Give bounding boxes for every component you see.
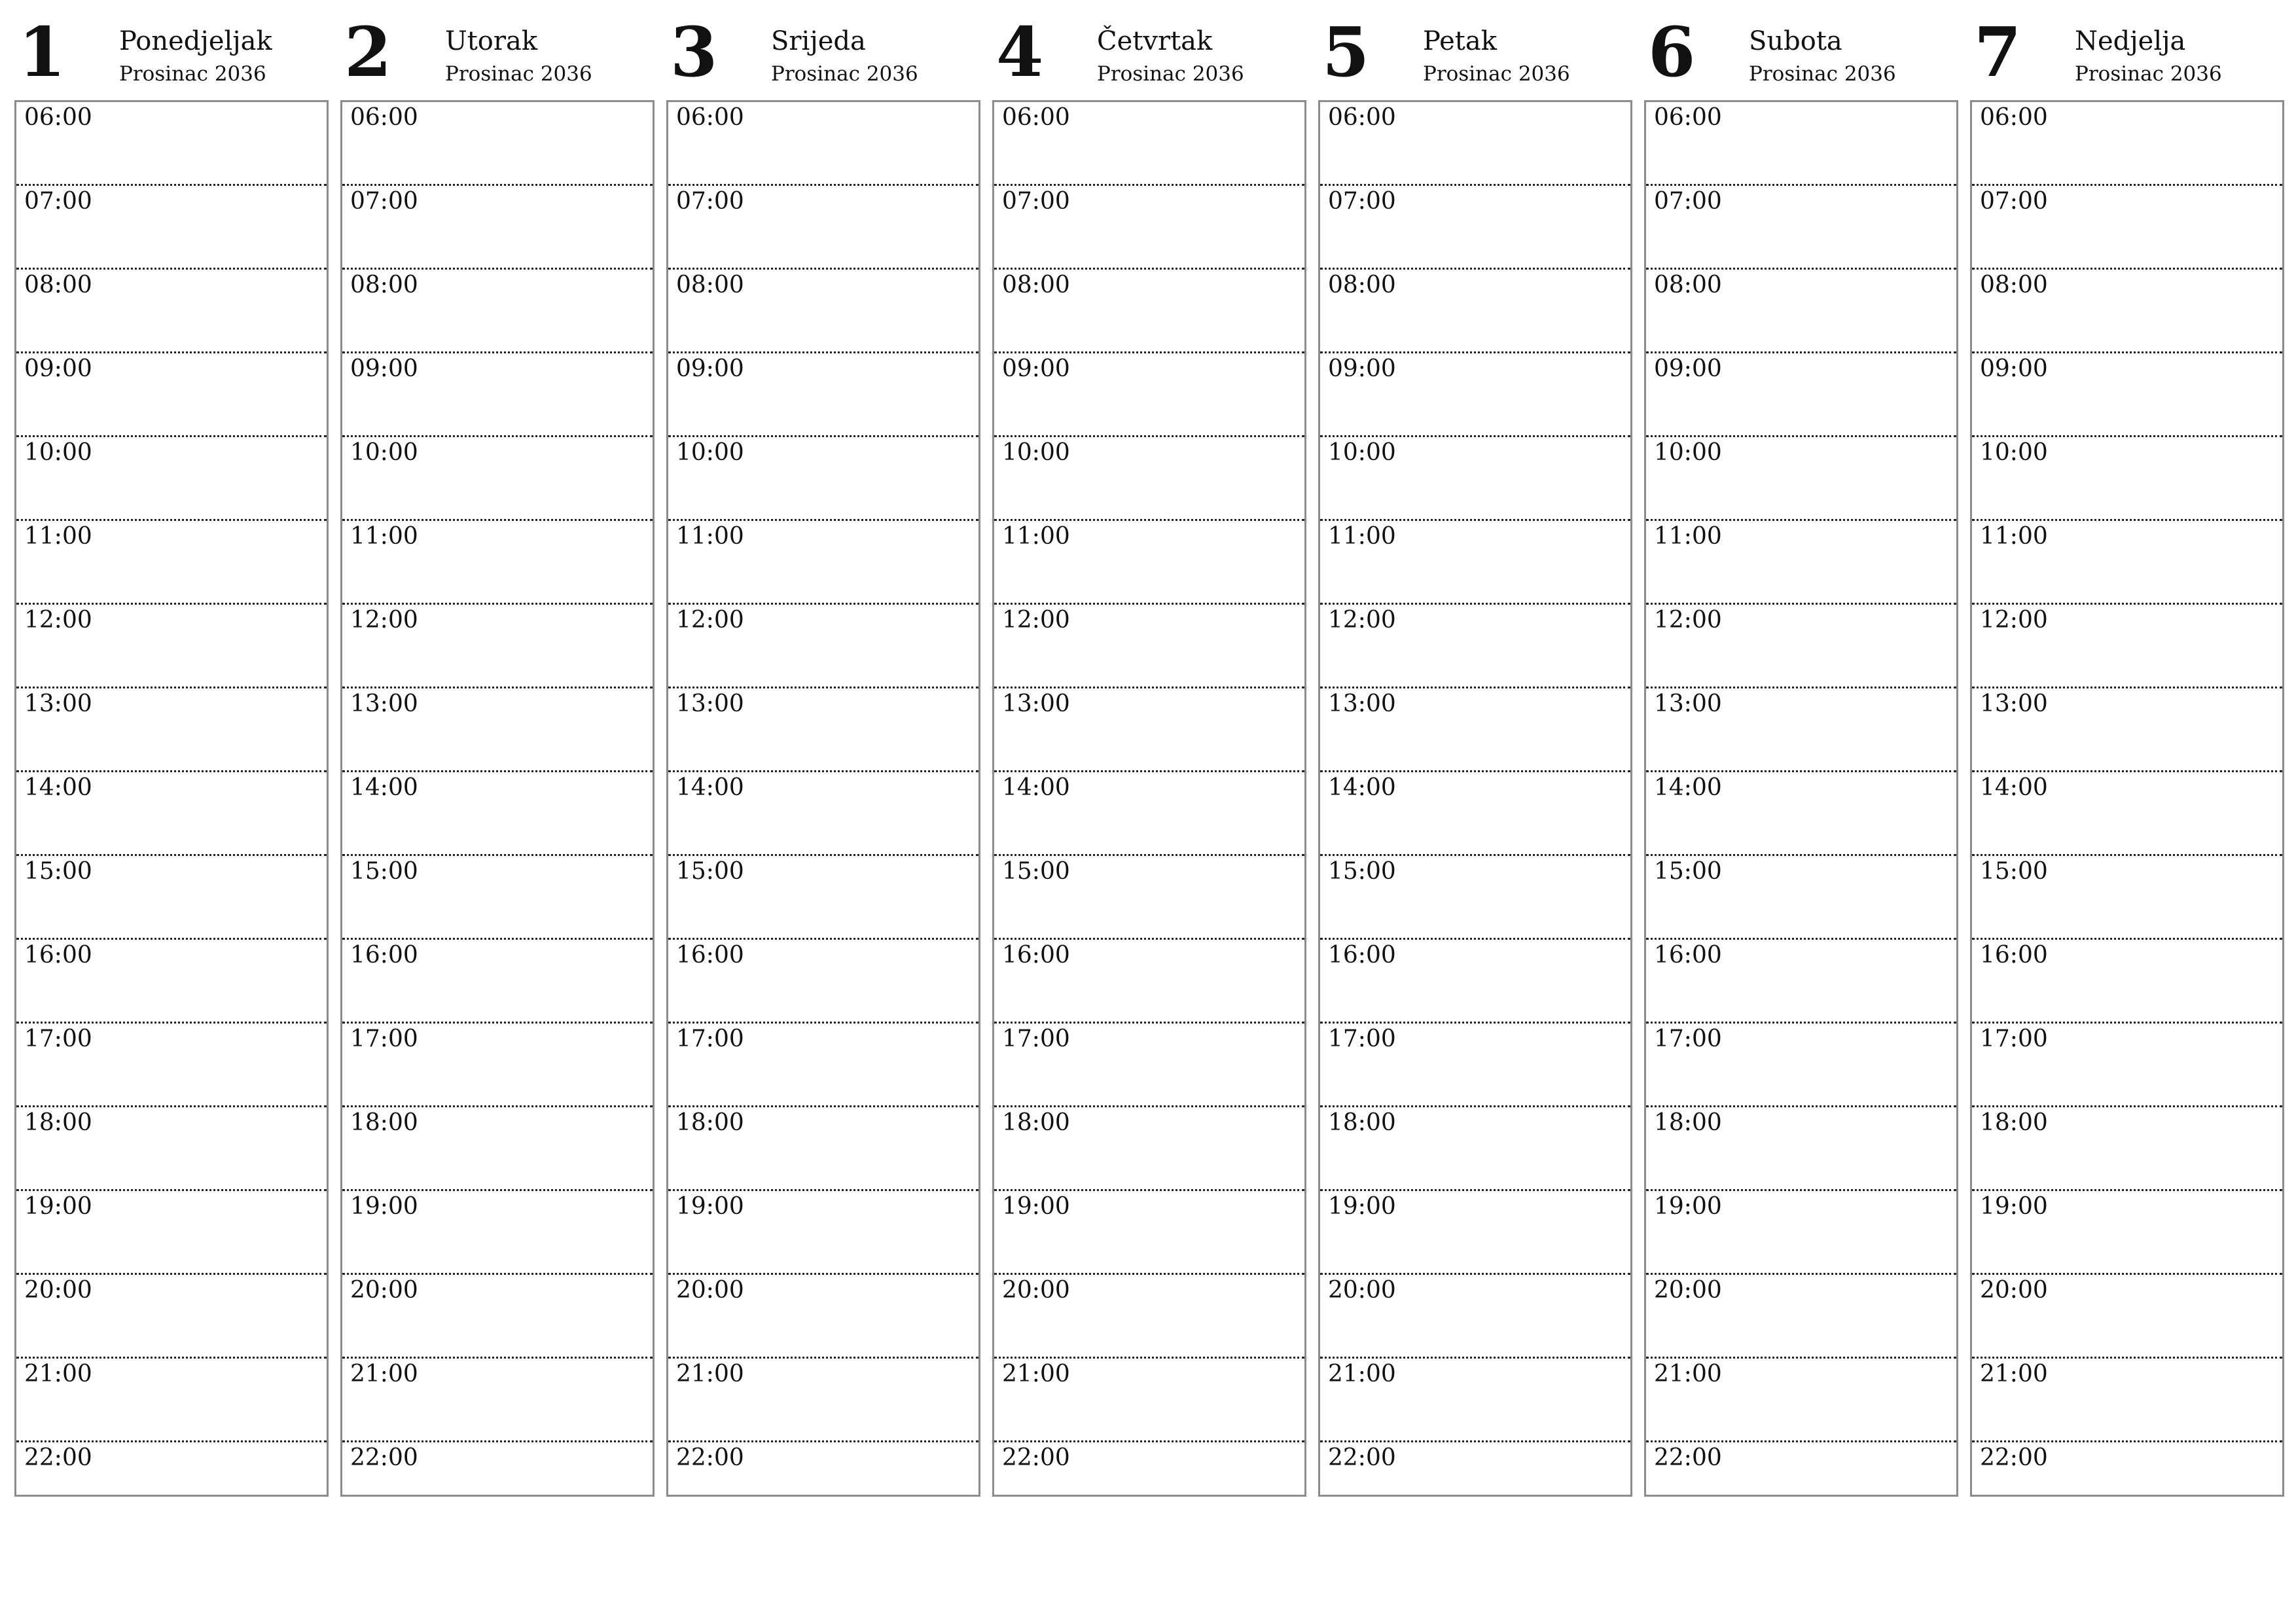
time-label: 16:00: [1980, 942, 2048, 969]
time-label: 11:00: [1002, 523, 1070, 550]
time-slot[interactable]: [668, 1191, 978, 1275]
time-label: 15:00: [24, 858, 92, 885]
time-label: 11:00: [350, 523, 418, 550]
time-slot[interactable]: [16, 605, 327, 688]
time-slot[interactable]: [668, 856, 978, 940]
time-slot[interactable]: [668, 1107, 978, 1191]
time-label: 15:00: [1980, 858, 2048, 885]
time-slot[interactable]: [1646, 353, 1956, 437]
time-slot[interactable]: [342, 1442, 653, 1524]
time-label: 22:00: [676, 1444, 744, 1471]
time-slots-box: [1970, 100, 2284, 1497]
time-slot[interactable]: [1972, 1359, 2282, 1442]
time-slot[interactable]: [342, 353, 653, 437]
day-header: [992, 0, 1306, 98]
time-label: 07:00: [1654, 188, 1722, 215]
time-slot[interactable]: [1972, 1024, 2282, 1107]
time-slot[interactable]: [1320, 270, 1630, 353]
time-slot[interactable]: [1320, 1359, 1630, 1442]
time-label: 12:00: [1002, 607, 1070, 633]
day-number: 5: [1322, 12, 1370, 92]
time-slot[interactable]: [1320, 353, 1630, 437]
time-label: 06:00: [1654, 104, 1722, 131]
time-label: 10:00: [1654, 439, 1722, 466]
time-slots-box: [340, 100, 655, 1497]
time-label: 22:00: [1654, 1444, 1722, 1471]
time-label: 20:00: [676, 1277, 744, 1304]
time-label: 10:00: [1328, 439, 1396, 466]
time-label: 13:00: [350, 690, 418, 717]
month-year: Prosinac 2036: [445, 62, 592, 86]
time-slot[interactable]: [668, 1442, 978, 1524]
time-label: 14:00: [1980, 774, 2048, 801]
time-label: 10:00: [24, 439, 92, 466]
time-slot[interactable]: [16, 1359, 327, 1442]
time-slot[interactable]: [994, 1107, 1304, 1191]
time-label: 09:00: [1328, 355, 1396, 382]
time-slot[interactable]: [1972, 521, 2282, 605]
time-slot[interactable]: [1972, 1275, 2282, 1359]
time-label: 07:00: [24, 188, 92, 215]
time-slot[interactable]: [16, 270, 327, 353]
time-label: 22:00: [1002, 1444, 1070, 1471]
time-label: 06:00: [676, 104, 744, 131]
time-slot[interactable]: [994, 186, 1304, 270]
time-slot[interactable]: [342, 1107, 653, 1191]
time-slot[interactable]: [16, 521, 327, 605]
day-number: 7: [1974, 12, 2022, 92]
day-column: [666, 0, 980, 1505]
time-slot[interactable]: [994, 772, 1304, 856]
time-label: 18:00: [1002, 1109, 1070, 1136]
day-name: Srijeda: [771, 26, 866, 56]
time-label: 18:00: [24, 1109, 92, 1136]
time-label: 16:00: [24, 942, 92, 969]
time-slot[interactable]: [1972, 1107, 2282, 1191]
time-slot[interactable]: [668, 437, 978, 521]
time-slot[interactable]: [1646, 186, 1956, 270]
time-label: 07:00: [1328, 188, 1396, 215]
day-column: [340, 0, 655, 1505]
time-label: 16:00: [1328, 942, 1396, 969]
time-label: 12:00: [676, 607, 744, 633]
time-label: 18:00: [1654, 1109, 1722, 1136]
time-slot[interactable]: [1320, 688, 1630, 772]
time-label: 06:00: [1980, 104, 2048, 131]
day-column: [992, 0, 1306, 1505]
time-label: 13:00: [1328, 690, 1396, 717]
time-label: 10:00: [676, 439, 744, 466]
time-label: 15:00: [1654, 858, 1722, 885]
day-header: [1970, 0, 2284, 98]
time-slot[interactable]: [668, 772, 978, 856]
time-label: 12:00: [1980, 607, 2048, 633]
time-slot[interactable]: [994, 605, 1304, 688]
day-column: [1970, 0, 2284, 1505]
time-slots-box: [1318, 100, 1632, 1497]
time-label: 17:00: [350, 1026, 418, 1052]
time-label: 18:00: [1328, 1109, 1396, 1136]
time-label: 19:00: [1980, 1193, 2048, 1220]
time-slot[interactable]: [342, 1275, 653, 1359]
time-slot[interactable]: [1320, 940, 1630, 1024]
time-slot[interactable]: [342, 1191, 653, 1275]
time-slot[interactable]: [994, 102, 1304, 186]
time-slot[interactable]: [1646, 1442, 1956, 1524]
time-label: 20:00: [350, 1277, 418, 1304]
time-slot[interactable]: [16, 856, 327, 940]
time-label: 09:00: [1980, 355, 2048, 382]
time-label: 17:00: [676, 1026, 744, 1052]
day-number: 3: [670, 12, 718, 92]
time-slot[interactable]: [668, 1024, 978, 1107]
time-slots-box: [1644, 100, 1958, 1497]
time-label: 10:00: [1002, 439, 1070, 466]
month-year: Prosinac 2036: [1097, 62, 1244, 86]
time-slot[interactable]: [994, 1191, 1304, 1275]
time-slot[interactable]: [1320, 605, 1630, 688]
time-slot[interactable]: [342, 605, 653, 688]
time-slot[interactable]: [1320, 1442, 1630, 1524]
time-slot[interactable]: [1646, 688, 1956, 772]
time-label: 14:00: [24, 774, 92, 801]
time-slot[interactable]: [1646, 940, 1956, 1024]
time-slot[interactable]: [16, 186, 327, 270]
time-slot[interactable]: [668, 270, 978, 353]
time-slot[interactable]: [1320, 521, 1630, 605]
time-slot[interactable]: [1646, 521, 1956, 605]
time-slot[interactable]: [1320, 1107, 1630, 1191]
day-number: 2: [344, 12, 392, 92]
time-slot[interactable]: [1972, 605, 2282, 688]
time-slot[interactable]: [16, 1191, 327, 1275]
time-slot[interactable]: [1320, 1191, 1630, 1275]
day-name: Ponedjeljak: [119, 26, 272, 56]
time-slot[interactable]: [16, 772, 327, 856]
time-slot[interactable]: [994, 437, 1304, 521]
time-slot[interactable]: [1646, 1024, 1956, 1107]
time-label: 08:00: [350, 272, 418, 298]
time-label: 07:00: [676, 188, 744, 215]
time-label: 08:00: [24, 272, 92, 298]
time-label: 14:00: [1328, 774, 1396, 801]
time-label: 18:00: [676, 1109, 744, 1136]
time-slot[interactable]: [1646, 1275, 1956, 1359]
time-label: 19:00: [1328, 1193, 1396, 1220]
time-slot[interactable]: [342, 270, 653, 353]
time-label: 15:00: [1002, 858, 1070, 885]
day-name: Utorak: [445, 26, 538, 56]
time-slot[interactable]: [1320, 1024, 1630, 1107]
day-number: 4: [996, 12, 1044, 92]
day-header: [340, 0, 655, 98]
time-slot[interactable]: [1972, 1442, 2282, 1524]
time-slot[interactable]: [1646, 1191, 1956, 1275]
time-slot[interactable]: [994, 856, 1304, 940]
time-label: 15:00: [1328, 858, 1396, 885]
time-label: 17:00: [24, 1026, 92, 1052]
time-slot[interactable]: [1646, 437, 1956, 521]
time-slot[interactable]: [668, 1359, 978, 1442]
time-label: 17:00: [1980, 1026, 2048, 1052]
time-slot[interactable]: [1646, 856, 1956, 940]
time-slot[interactable]: [994, 353, 1304, 437]
time-label: 19:00: [24, 1193, 92, 1220]
time-slot[interactable]: [1320, 1275, 1630, 1359]
time-slot[interactable]: [994, 1442, 1304, 1524]
time-slot[interactable]: [1646, 270, 1956, 353]
time-label: 20:00: [1002, 1277, 1070, 1304]
time-slot[interactable]: [1646, 605, 1956, 688]
time-label: 15:00: [350, 858, 418, 885]
time-slot[interactable]: [668, 521, 978, 605]
time-slot[interactable]: [1972, 186, 2282, 270]
time-label: 08:00: [676, 272, 744, 298]
time-label: 22:00: [1980, 1444, 2048, 1471]
time-label: 13:00: [1980, 690, 2048, 717]
time-slot[interactable]: [994, 270, 1304, 353]
time-label: 21:00: [1980, 1361, 2048, 1387]
time-label: 20:00: [1328, 1277, 1396, 1304]
time-label: 13:00: [676, 690, 744, 717]
time-slot[interactable]: [16, 102, 327, 186]
time-label: 08:00: [1002, 272, 1070, 298]
time-slot[interactable]: [1320, 102, 1630, 186]
time-label: 08:00: [1328, 272, 1396, 298]
time-label: 13:00: [1654, 690, 1722, 717]
time-slot[interactable]: [994, 521, 1304, 605]
time-slot[interactable]: [16, 688, 327, 772]
time-label: 17:00: [1328, 1026, 1396, 1052]
time-label: 16:00: [350, 942, 418, 969]
time-label: 16:00: [676, 942, 744, 969]
time-slot[interactable]: [16, 437, 327, 521]
time-label: 20:00: [24, 1277, 92, 1304]
time-label: 16:00: [1654, 942, 1722, 969]
day-name: Petak: [1423, 26, 1497, 56]
time-slot[interactable]: [342, 856, 653, 940]
time-slot[interactable]: [994, 1024, 1304, 1107]
time-slot[interactable]: [1646, 102, 1956, 186]
day-number: 1: [18, 12, 66, 92]
time-label: 14:00: [1002, 774, 1070, 801]
time-slot[interactable]: [342, 521, 653, 605]
day-column: [1644, 0, 1958, 1505]
time-slots-box: [992, 100, 1306, 1497]
time-label: 06:00: [350, 104, 418, 131]
time-slot[interactable]: [1320, 437, 1630, 521]
time-slots-box: [666, 100, 980, 1497]
time-label: 10:00: [350, 439, 418, 466]
time-label: 17:00: [1002, 1026, 1070, 1052]
time-label: 21:00: [1654, 1361, 1722, 1387]
time-label: 11:00: [24, 523, 92, 550]
time-slot[interactable]: [1972, 102, 2282, 186]
time-slot[interactable]: [16, 1107, 327, 1191]
time-slot[interactable]: [1646, 772, 1956, 856]
time-label: 21:00: [676, 1361, 744, 1387]
time-slot[interactable]: [342, 1359, 653, 1442]
time-slots-box: [14, 100, 329, 1497]
time-label: 12:00: [350, 607, 418, 633]
time-label: 22:00: [1328, 1444, 1396, 1471]
time-slot[interactable]: [16, 940, 327, 1024]
day-name: Subota: [1749, 26, 1842, 56]
time-slot[interactable]: [1646, 1107, 1956, 1191]
time-label: 11:00: [1654, 523, 1722, 550]
time-slot[interactable]: [1972, 772, 2282, 856]
time-slot[interactable]: [1646, 1359, 1956, 1442]
time-label: 13:00: [24, 690, 92, 717]
time-slot[interactable]: [1972, 688, 2282, 772]
time-slot[interactable]: [342, 102, 653, 186]
time-label: 09:00: [350, 355, 418, 382]
time-slot[interactable]: [342, 186, 653, 270]
time-label: 19:00: [1002, 1193, 1070, 1220]
time-slot[interactable]: [1972, 1191, 2282, 1275]
time-label: 08:00: [1980, 272, 2048, 298]
time-slot[interactable]: [1972, 353, 2282, 437]
time-label: 21:00: [24, 1361, 92, 1387]
day-number: 6: [1648, 12, 1696, 92]
time-label: 07:00: [350, 188, 418, 215]
time-slot[interactable]: [1972, 856, 2282, 940]
time-label: 08:00: [1654, 272, 1722, 298]
time-slot[interactable]: [16, 1024, 327, 1107]
time-label: 09:00: [676, 355, 744, 382]
time-label: 14:00: [1654, 774, 1722, 801]
time-slot[interactable]: [668, 688, 978, 772]
time-label: 14:00: [676, 774, 744, 801]
time-slot[interactable]: [668, 102, 978, 186]
time-label: 16:00: [1002, 942, 1070, 969]
time-label: 06:00: [1328, 104, 1396, 131]
time-slot[interactable]: [1320, 772, 1630, 856]
time-slot[interactable]: [342, 772, 653, 856]
time-label: 12:00: [1654, 607, 1722, 633]
time-slot[interactable]: [668, 1275, 978, 1359]
time-slot[interactable]: [1320, 186, 1630, 270]
time-label: 19:00: [1654, 1193, 1722, 1220]
time-slot[interactable]: [1972, 940, 2282, 1024]
day-column: [14, 0, 329, 1505]
time-slot[interactable]: [994, 940, 1304, 1024]
time-slot[interactable]: [16, 353, 327, 437]
time-label: 20:00: [1980, 1277, 2048, 1304]
time-slot[interactable]: [342, 1024, 653, 1107]
time-label: 06:00: [1002, 104, 1070, 131]
month-year: Prosinac 2036: [119, 62, 266, 86]
time-label: 12:00: [1328, 607, 1396, 633]
month-year: Prosinac 2036: [2075, 62, 2222, 86]
time-label: 19:00: [676, 1193, 744, 1220]
time-label: 07:00: [1002, 188, 1070, 215]
time-label: 13:00: [1002, 690, 1070, 717]
time-label: 06:00: [24, 104, 92, 131]
time-slot[interactable]: [16, 1275, 327, 1359]
time-slot[interactable]: [668, 605, 978, 688]
day-header: [14, 0, 329, 98]
time-label: 12:00: [24, 607, 92, 633]
time-label: 21:00: [1328, 1361, 1396, 1387]
time-slot[interactable]: [1972, 437, 2282, 521]
time-slot[interactable]: [342, 940, 653, 1024]
time-label: 17:00: [1654, 1026, 1722, 1052]
time-label: 11:00: [1980, 523, 2048, 550]
time-label: 10:00: [1980, 439, 2048, 466]
time-label: 09:00: [24, 355, 92, 382]
day-column: [1318, 0, 1632, 1505]
day-name: Nedjelja: [2075, 26, 2186, 56]
time-slot[interactable]: [668, 940, 978, 1024]
time-label: 15:00: [676, 858, 744, 885]
time-slot[interactable]: [1320, 856, 1630, 940]
month-year: Prosinac 2036: [1423, 62, 1570, 86]
day-header: [666, 0, 980, 98]
time-slot[interactable]: [342, 688, 653, 772]
time-slot[interactable]: [16, 1442, 327, 1524]
day-header: [1318, 0, 1632, 98]
time-label: 11:00: [1328, 523, 1396, 550]
time-label: 21:00: [350, 1361, 418, 1387]
time-label: 18:00: [350, 1109, 418, 1136]
time-slot[interactable]: [994, 1359, 1304, 1442]
time-label: 11:00: [676, 523, 744, 550]
time-label: 19:00: [350, 1193, 418, 1220]
time-label: 09:00: [1654, 355, 1722, 382]
time-slot[interactable]: [1972, 270, 2282, 353]
time-slot[interactable]: [342, 437, 653, 521]
time-slot[interactable]: [668, 353, 978, 437]
day-name: Četvrtak: [1097, 26, 1213, 56]
time-label: 22:00: [24, 1444, 92, 1471]
time-label: 18:00: [1980, 1109, 2048, 1136]
time-slot[interactable]: [994, 688, 1304, 772]
month-year: Prosinac 2036: [771, 62, 918, 86]
time-label: 22:00: [350, 1444, 418, 1471]
day-header: [1644, 0, 1958, 98]
time-label: 07:00: [1980, 188, 2048, 215]
time-label: 20:00: [1654, 1277, 1722, 1304]
time-label: 21:00: [1002, 1361, 1070, 1387]
time-slot[interactable]: [994, 1275, 1304, 1359]
time-label: 09:00: [1002, 355, 1070, 382]
time-slot[interactable]: [668, 186, 978, 270]
time-label: 14:00: [350, 774, 418, 801]
month-year: Prosinac 2036: [1749, 62, 1896, 86]
